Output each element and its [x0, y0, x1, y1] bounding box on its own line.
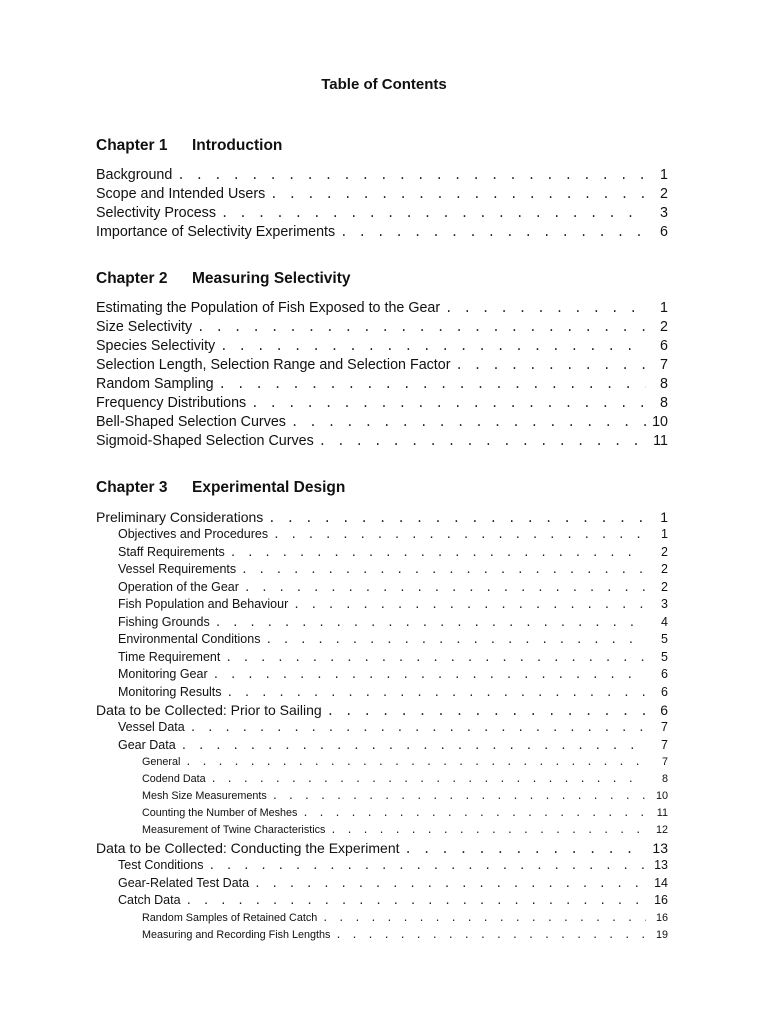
toc-entry-page-number: 14: [654, 875, 668, 890]
toc-entry-label: Bell-Shaped Selection Curves: [96, 414, 286, 430]
toc-entry-label: Background: [96, 167, 173, 183]
chapter-heading: [96, 269, 668, 299]
dot-leader: [177, 166, 646, 185]
dot-leader: [291, 413, 646, 432]
dot-leader: [211, 771, 646, 788]
toc-entry-page-number: 8: [660, 395, 668, 411]
toc-entry-page-number: 5: [661, 649, 668, 664]
toc-entry-label: Random Sampling: [96, 376, 214, 392]
chapter-name: Experimental Design: [192, 479, 346, 496]
chapter-number: Chapter 3: [96, 479, 168, 496]
toc-entry-label: Scope and Intended Users: [96, 186, 266, 202]
toc-entry: [96, 666, 668, 684]
toc-entry-page-number: 12: [655, 824, 668, 836]
toc-entry-page-number: 8: [661, 773, 668, 785]
toc-entry-label: Estimating the Population of Fish Exposed to the Gear: [96, 300, 441, 316]
toc-entry: [96, 185, 668, 204]
dot-leader: [185, 754, 646, 771]
dot-leader: [221, 204, 646, 223]
toc-entry: [96, 788, 668, 805]
toc-entry-label: Selectivity Process: [96, 205, 216, 221]
toc-entry: [96, 701, 668, 719]
toc-entry-label: Species Selectivity: [96, 338, 216, 354]
toc-entry-label: Size Selectivity: [96, 319, 193, 335]
toc-entry: [96, 649, 668, 667]
toc-entry: [96, 413, 668, 432]
dot-leader: [335, 927, 646, 944]
toc-entry-label: Mesh Size Measurements: [142, 790, 267, 802]
dot-leader: [219, 375, 646, 394]
toc-entry-label: Staff Requirements: [118, 544, 225, 559]
toc-entry: [96, 318, 668, 337]
dot-leader: [319, 432, 646, 451]
toc-entry: [96, 579, 668, 597]
toc-entry-page-number: 13: [652, 840, 668, 856]
toc-entry: [96, 526, 668, 544]
toc-entry-page-number: 10: [652, 414, 668, 430]
toc-entry-page-number: 8: [660, 376, 668, 392]
dot-leader: [455, 356, 646, 375]
dot-leader: [227, 684, 646, 702]
dot-leader: [190, 719, 646, 737]
chapter-heading: [96, 478, 668, 508]
toc-entry-page-number: 3: [661, 597, 668, 611]
dot-leader: [270, 185, 646, 204]
dot-leader: [186, 892, 646, 910]
toc-entry-page-number: 2: [661, 579, 668, 594]
toc-entry: [96, 631, 668, 649]
chapter-2-section: [96, 269, 668, 451]
toc-entry-page-number: 19: [655, 928, 668, 941]
chapter-3-section: [96, 478, 668, 944]
dot-leader: [241, 561, 646, 579]
toc-entry-label: Test Conditions: [118, 858, 204, 872]
toc-entry-label: Objectives and Procedures: [118, 527, 269, 541]
dot-leader: [208, 857, 646, 875]
toc-entry-label: Measuring and Recording Fish Lengths: [142, 928, 331, 941]
toc-entry-label: Monitoring Gear: [118, 667, 208, 681]
toc-entry: [96, 822, 668, 839]
toc-entry-page-number: 3: [660, 205, 668, 221]
toc-entry-page-number: 11: [656, 807, 668, 819]
toc-entry-label: Fish Population and Behaviour: [118, 597, 289, 611]
chapter-number: Chapter 1: [96, 137, 168, 154]
dot-leader: [265, 631, 646, 649]
toc-entry-label: Catch Data: [118, 893, 181, 907]
toc-entry: [96, 508, 668, 526]
chapter-heading: [96, 136, 668, 166]
toc-entry-page-number: 1: [660, 300, 668, 316]
chapter-1-section: [96, 136, 668, 242]
toc-entry: [96, 805, 668, 822]
toc-entry-label: Counting the Number of Meshes: [142, 807, 298, 819]
toc-entry-list: [96, 508, 668, 944]
toc-entry-page-number: 6: [661, 667, 668, 681]
toc-entry-label: Environmental Conditions: [118, 632, 261, 646]
dot-leader: [272, 788, 646, 805]
toc-entry: [96, 737, 668, 755]
toc-entry-label: General: [142, 756, 181, 768]
toc-entry: [96, 875, 668, 893]
toc-entry-page-number: 13: [654, 858, 668, 872]
toc-entry: [96, 337, 668, 356]
toc-entry: [96, 719, 668, 737]
dot-leader: [181, 737, 646, 755]
toc-entry-page-number: 6: [660, 224, 668, 240]
toc-entry: [96, 544, 668, 562]
toc-entry-page-number: 2: [660, 186, 668, 202]
toc-entry: [96, 839, 668, 857]
dot-leader: [225, 649, 646, 667]
toc-entry-page-number: 2: [660, 319, 668, 335]
toc-entry-label: Data to be Collected: Conducting the Experiment: [96, 840, 400, 856]
dot-leader: [251, 394, 646, 413]
dot-leader: [197, 318, 646, 337]
dot-leader: [273, 526, 646, 544]
toc-entry: [96, 927, 668, 944]
toc-entry-label: Gear-Related Test Data: [118, 875, 250, 890]
toc-entry-page-number: 6: [660, 338, 668, 354]
dot-leader: [230, 544, 646, 562]
toc-entry-label: Time Requirement: [118, 649, 221, 664]
chapter-number: Chapter 2: [96, 270, 168, 287]
toc-entry-page-number: 7: [661, 756, 668, 768]
toc-entry-label: Gear Data: [118, 737, 176, 752]
toc-entry-page-number: 2: [661, 544, 668, 559]
toc-entry-page-number: 10: [655, 790, 668, 802]
toc-entry-list: [96, 166, 668, 242]
toc-entry-page-number: 6: [661, 684, 668, 699]
dot-leader: [340, 223, 646, 242]
toc-entry-page-number: 1: [660, 509, 668, 525]
toc-entry-label: Preliminary Considerations: [96, 509, 264, 525]
toc-entry-page-number: 1: [661, 527, 668, 541]
dot-leader: [268, 509, 646, 526]
dot-leader: [220, 337, 646, 356]
dot-leader: [213, 666, 646, 684]
toc-entry: [96, 394, 668, 413]
toc-entry-page-number: 7: [661, 737, 668, 752]
chapter-name: Introduction: [192, 137, 283, 154]
toc-entry-page-number: 7: [660, 357, 668, 373]
toc-entry: [96, 857, 668, 875]
dot-leader: [330, 822, 646, 839]
toc-entry: [96, 892, 668, 910]
toc-entry-label: Sigmoid-Shaped Selection Curves: [96, 433, 314, 449]
toc-entry: [96, 910, 668, 927]
toc-entry-page-number: 6: [660, 702, 668, 718]
dot-leader: [405, 840, 646, 857]
toc-entry: [96, 223, 668, 242]
toc-entry-label: Fishing Grounds: [118, 614, 210, 629]
toc-entry: [96, 356, 668, 375]
toc-entry: [96, 754, 668, 771]
toc-entry: [96, 432, 668, 451]
toc-entry: [96, 561, 668, 579]
dot-leader: [244, 579, 646, 597]
toc-entry-page-number: 2: [661, 562, 668, 576]
toc-entry-label: Selection Length, Selection Range and Selection Factor: [96, 357, 451, 373]
toc-entry-label: Data to be Collected: Prior to Sailing: [96, 702, 322, 718]
toc-entry-page-number: 7: [661, 720, 668, 734]
page-title: Table of Contents: [321, 76, 447, 93]
dot-leader: [293, 596, 646, 614]
toc-entry-label: Vessel Requirements: [118, 562, 237, 576]
toc-entry: [96, 299, 668, 318]
toc-entry-page-number: 5: [661, 632, 668, 646]
dot-leader: [302, 805, 646, 822]
toc-entry: [96, 204, 668, 223]
toc-entry: [96, 166, 668, 185]
dot-leader: [215, 614, 646, 632]
dot-leader: [327, 702, 646, 719]
toc-entry-label: Monitoring Results: [118, 684, 222, 699]
toc-entry-label: Vessel Data: [118, 720, 185, 734]
toc-entry-page-number: 1: [660, 167, 668, 183]
toc-entry-label: Codend Data: [142, 773, 206, 785]
dot-leader: [445, 299, 646, 318]
toc-entry-list: [96, 299, 668, 451]
toc-entry-label: Random Samples of Retained Catch: [142, 911, 318, 924]
toc-entry-page-number: 11: [653, 433, 668, 449]
toc-entry-page-number: 16: [654, 893, 668, 907]
dot-leader: [254, 875, 646, 893]
toc-entry-page-number: 4: [661, 614, 668, 629]
toc-entry-label: Importance of Selectivity Experiments: [96, 224, 336, 240]
toc-entry: [96, 596, 668, 614]
toc-entry: [96, 614, 668, 632]
dot-leader: [322, 910, 646, 927]
chapter-name: Measuring Selectivity: [192, 270, 351, 287]
toc-entry: [96, 771, 668, 788]
toc-entry-page-number: 16: [655, 911, 668, 924]
toc-entry: [96, 375, 668, 394]
toc-entry-label: Measurement of Twine Characteristics: [142, 824, 326, 836]
toc-entry-label: Frequency Distributions: [96, 395, 247, 411]
toc-entry-label: Operation of the Gear: [118, 579, 239, 594]
toc-entry: [96, 684, 668, 702]
